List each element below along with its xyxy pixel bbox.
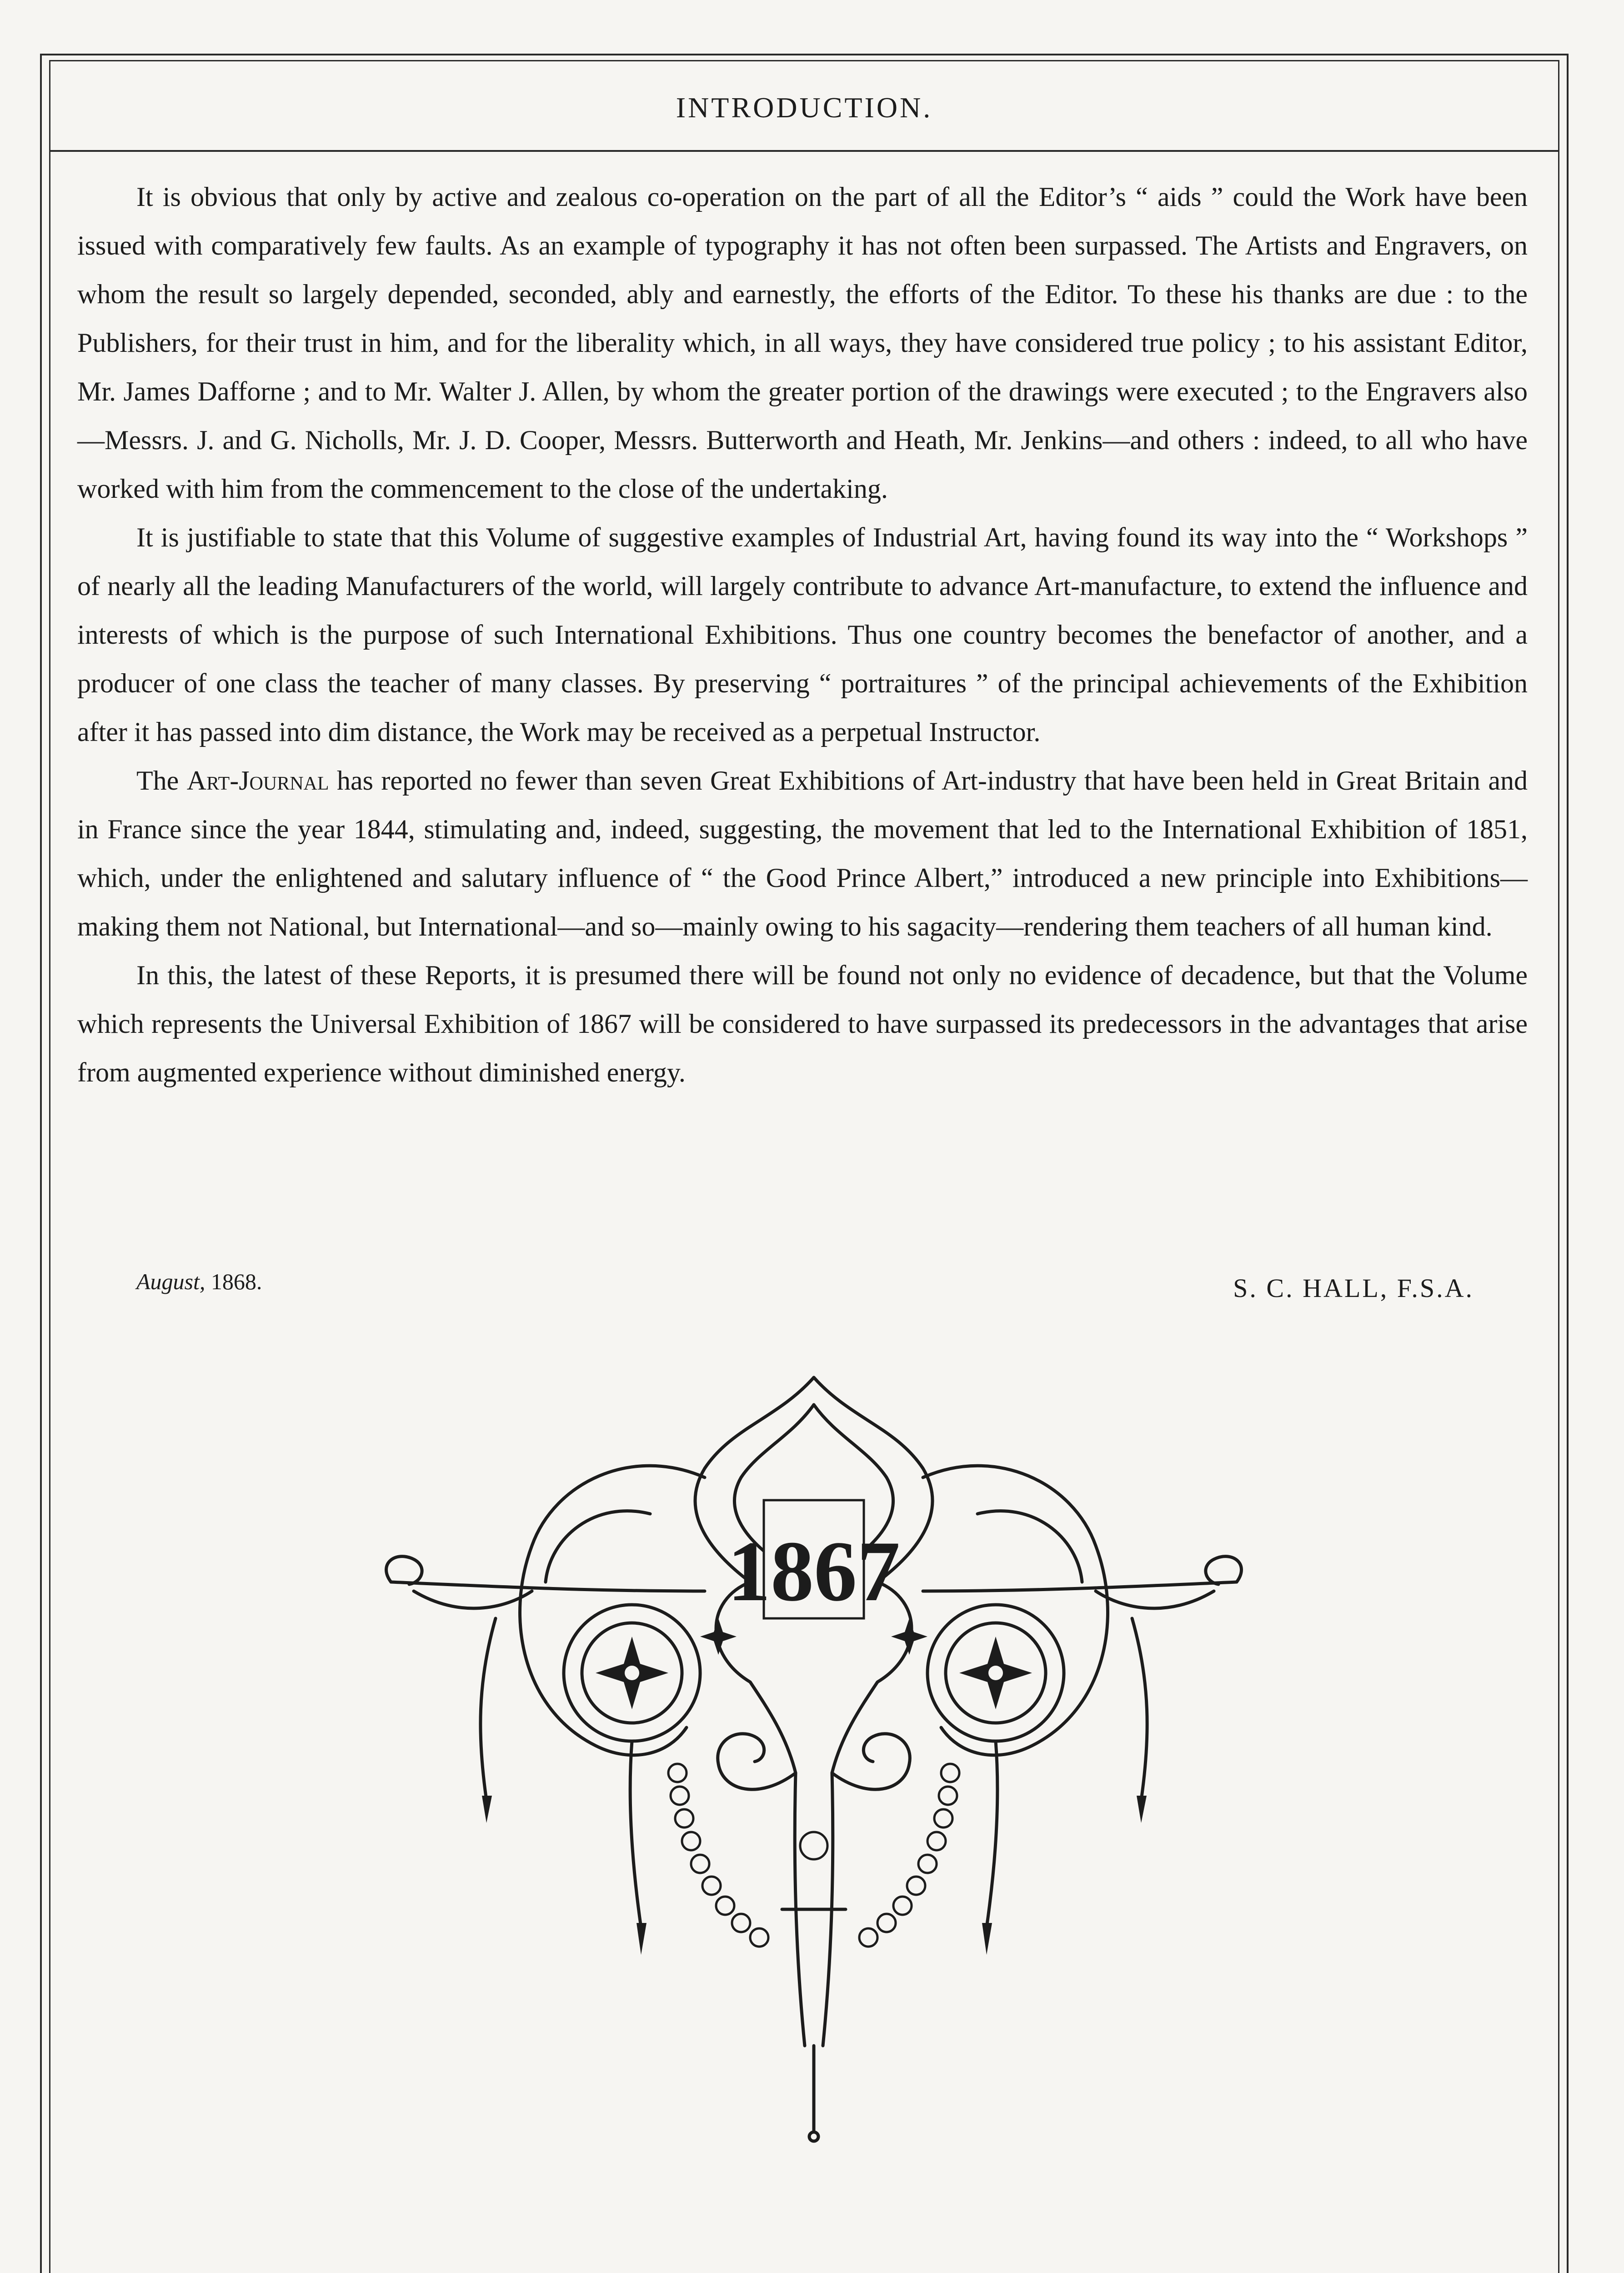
paragraph-3-rest: has reported no fewer than seven Great Exhibitions of Art-industry that have been held in Great Britain and in France since the year 1844, stimulating and, indeed, suggesting, the movement that led to the International Exhibition of 1851, which, under the enlightened and salutary influence of “ the Good Prince Albert,” introduced a new principle into Exhibitions—making them not National, but International—and so—mainly owing to his sagacity—rendering them teachers of all human kind.: [77, 766, 1528, 941]
paragraph-4: In this, the latest of these Reports, it is presumed there will be found not only no evidence of decadence, but that the Volume which represents the Universal Exhibition of 1867 will be considered to have surpassed its predecessors in the advantages that arise from augmented experience without diminished energy.: [77, 960, 1528, 1087]
introduction-body: [77, 173, 1528, 1097]
paragraph-3: [77, 756, 1528, 951]
author-signature: S. C. HALL, F.S.A.: [1233, 1273, 1474, 1303]
dateline: [136, 1268, 262, 1295]
dateline-year: 1868.: [205, 1269, 262, 1294]
ornament-monogram: 1867: [727, 1524, 900, 1619]
paragraph-3-lead: The: [136, 766, 187, 796]
paragraph-1: It is obvious that only by active and zealous co-operation on the part of all the Editor’s “ aids ” could the Work have been issued with comparatively few faults. As an example of typography it has not often been surpassed. The Artists and Engravers, on whom the result so largely depended, seconded, ably and earnestly, the efforts of the Editor. To these his thanks are due : to the Publishers, for their trust in him, and for the liberality which, in all ways, they have considered true policy ; to his assistant Editor, Mr. James Dafforne ; and to Mr. Walter J. Allen, by whom the greater portion of the drawings were executed ; to the Engravers also—Messrs. J. and G. Nicholls, Mr. J. D. Cooper, Messrs. Butterworth and Heath, Mr. Jenkins—and others : indeed, to all who have worked with him from the commencement to the close of the undertaking.: [77, 182, 1528, 504]
fleur-de-lis-ornament-icon: [359, 1364, 1268, 2146]
header-divider: [49, 150, 1559, 152]
journal-name: Art-Journal: [186, 766, 329, 796]
paragraph-2: It is justifiable to state that this Volume of suggestive examples of Industrial Art, having found its way into the “ Workshops ” of nearly all the leading Manufacturers of the world, will largely contribute to advance Art-manufacture, to extend the influence and interests of which is the purpose of such International Exhibitions. Thus one country becomes the benefactor of another, and a producer of one class the teacher of many classes. By preserving “ portraitures ” of the principal achievements of the Exhibition after it has passed into dim distance, the Work may be received as a perpetual Instructor.: [77, 522, 1528, 747]
page-title: INTRODUCTION.: [676, 91, 933, 124]
dateline-month: August,: [136, 1269, 206, 1294]
